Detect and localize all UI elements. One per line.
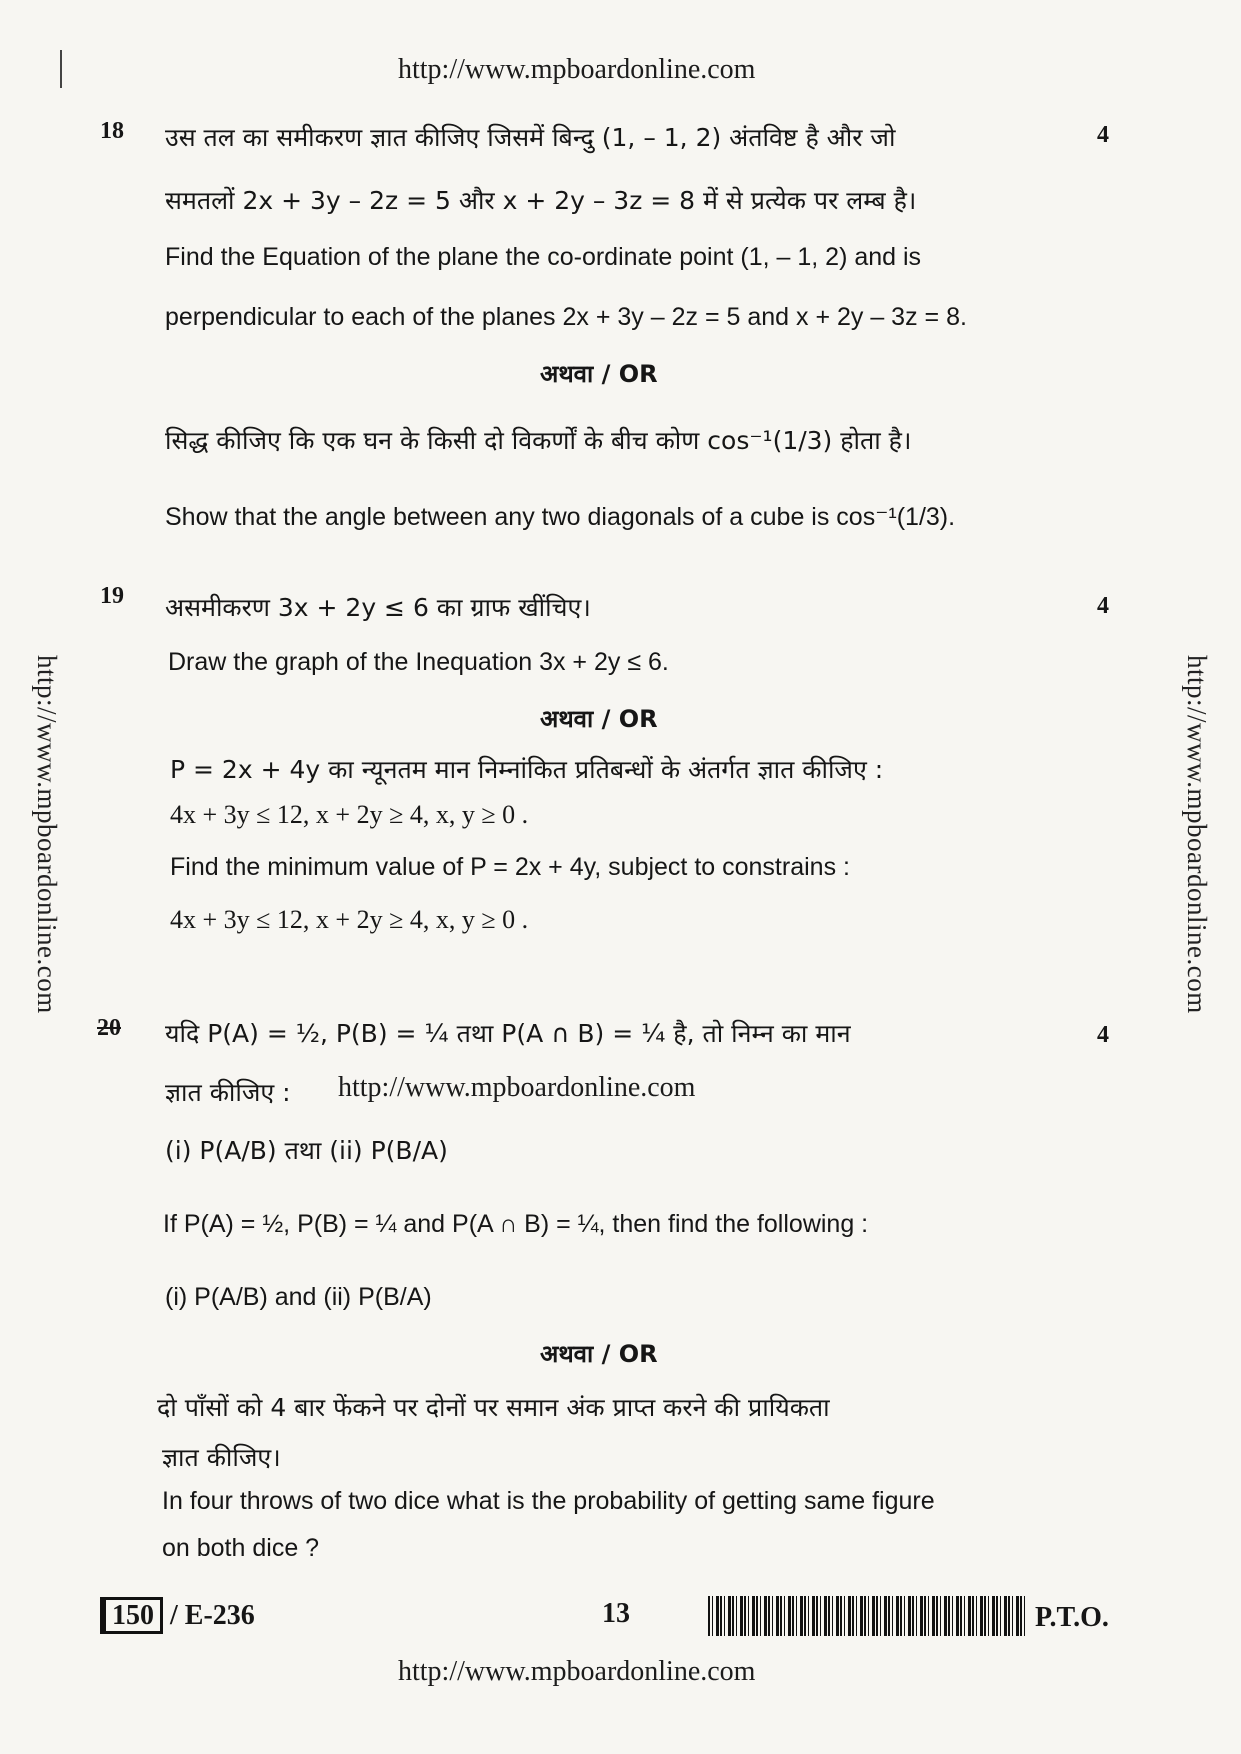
q19-alt-hindi-line-1: P = 2x + 4y का न्यूनतम मान निम्नांकित प्रतिबन्धों के अंतर्गत ज्ञात कीजिए : [170, 755, 884, 784]
side-url-left[interactable]: http://www.mpboardonline.com [32, 655, 62, 1014]
q19-alt-english-line-2: 4x + 3y ≤ 12, x + 2y ≥ 4, x, y ≥ 0 . [170, 905, 529, 934]
q19-alt-english-line-1: Find the minimum value of P = 2x + 4y, subject to constrains : [170, 853, 850, 881]
paper-code-suffix: / E-236 [170, 1600, 255, 1631]
marks-18: 4 [1097, 122, 1109, 148]
page-number: 13 [602, 1598, 630, 1629]
q18-hindi-line-1: उस तल का समीकरण ज्ञात कीजिए जिसमें बिन्दु (1, – 1, 2) अंतविष्ट है और जो [165, 123, 896, 152]
q20-hindi-line-3: (i) P(A/B) तथा (ii) P(B/A) [165, 1136, 448, 1165]
marks-20: 4 [1097, 1022, 1109, 1048]
q20-english-line-1: If P(A) = ½, P(B) = ¼ and P(A ∩ B) = ¼, then find the following : [163, 1210, 869, 1238]
question-number-18: 18 [100, 118, 124, 144]
q20-hindi-line-2-prefix: ज्ञात कीजिए : [165, 1078, 291, 1107]
q19-or: अथवा / OR [540, 705, 658, 733]
paper-code [100, 1600, 255, 1632]
side-url-right[interactable]: http://www.mpboardonline.com [1182, 655, 1212, 1014]
q18-or: अथवा / OR [540, 360, 658, 388]
q18-hindi-line-2: समतलों 2x + 3y – 2z = 5 और x + 2y – 3z = 8 में से प्रत्येक पर लम्ब है। [165, 186, 917, 215]
q20-or: अथवा / OR [540, 1340, 658, 1368]
q20-english-line-2: (i) P(A/B) and (ii) P(B/A) [165, 1283, 432, 1311]
paper-code-box: 150 [100, 1597, 163, 1634]
q20-alt-hindi-line-2: ज्ञात कीजिए। [162, 1443, 281, 1472]
q20-hindi-line-1: यदि P(A) = ½, P(B) = ¼ तथा P(A ∩ B) = ¼ है, तो निम्न का मान [165, 1019, 851, 1048]
header-url[interactable]: http://www.mpboardonline.com [398, 54, 756, 85]
q20-alt-hindi-line-1: दो पाँसों को 4 बार फेंकने पर दोनों पर समान अंक प्राप्त करने की प्रायिकता [157, 1393, 830, 1422]
pto-label: P.T.O. [1035, 1602, 1109, 1633]
q18-english-line-2: perpendicular to each of the planes 2x + 3y – 2z = 5 and x + 2y – 3z = 8. [165, 303, 967, 331]
q20-inline-url[interactable]: http://www.mpboardonline.com [338, 1072, 696, 1103]
q18-alt-english: Show that the angle between any two diagonals of a cube is cos⁻¹(1/3). [165, 503, 956, 531]
q19-alt-hindi-line-2: 4x + 3y ≤ 12, x + 2y ≥ 4, x, y ≥ 0 . [170, 800, 529, 829]
q19-hindi-line-1: असमीकरण 3x + 2y ≤ 6 का ग्राफ खींचिए। [165, 593, 591, 622]
q18-english-line-1: Find the Equation of the plane the co-ordinate point (1, – 1, 2) and is [165, 243, 922, 271]
question-number-20: 20 [97, 1015, 121, 1041]
barcode-graphic [708, 1596, 1028, 1636]
question-number-19: 19 [100, 583, 124, 609]
footer-url[interactable]: http://www.mpboardonline.com [398, 1656, 756, 1687]
margin-mark [60, 50, 62, 88]
marks-19: 4 [1097, 593, 1109, 619]
q18-alt-hindi: सिद्ध कीजिए कि एक घन के किसी दो विकर्णों के बीच कोण cos⁻¹(1/3) होता है। [165, 426, 912, 455]
q20-alt-english-line-1: In four throws of two dice what is the probability of getting same figure [162, 1487, 935, 1515]
q19-english-line-1: Draw the graph of the Inequation 3x + 2y ≤ 6. [168, 648, 669, 676]
q20-alt-english-line-2: on both dice ? [162, 1534, 320, 1562]
